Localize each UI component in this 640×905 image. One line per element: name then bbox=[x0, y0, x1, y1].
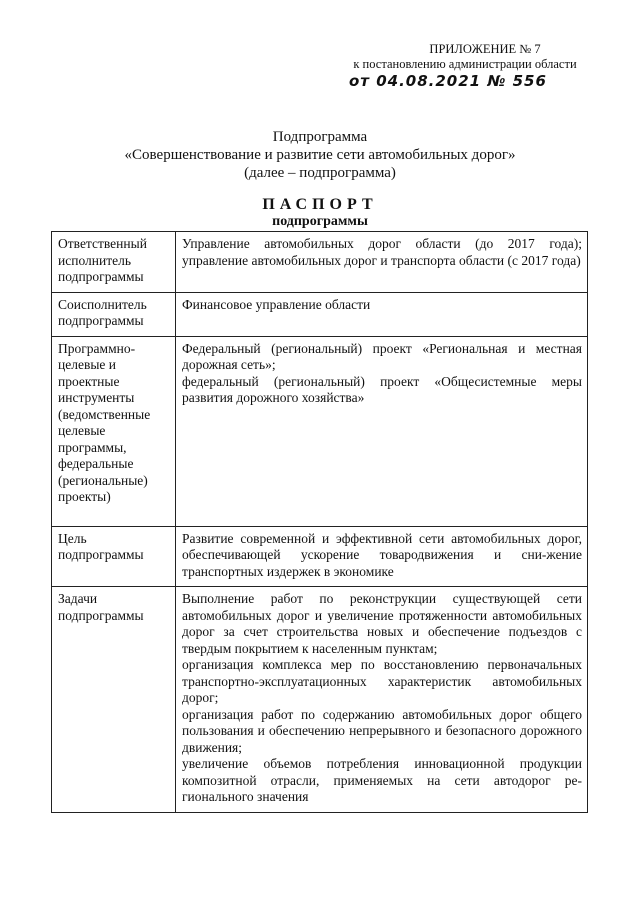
passport-table bbox=[51, 231, 588, 813]
row-value-line: Федеральный (региональный) проект «Региональная и местная дорожная сеть»; bbox=[182, 340, 582, 372]
row-label: Программно-целевые и проектные инструменты (ведомственные целевые программы, федеральные (региональные) проекты) bbox=[52, 336, 176, 526]
passport-subtitle: подпрограммы bbox=[272, 214, 368, 229]
heading-line-2: «Совершенствование и развитие сети автомобильных дорог» bbox=[124, 147, 516, 163]
row-label: Ответственный исполнитель подпрограммы bbox=[52, 232, 176, 293]
appendix-title: ПРИЛОЖЕНИЕ № 7 bbox=[429, 42, 541, 56]
heading-line-3: (далее – подпрограмма) bbox=[244, 165, 396, 181]
appendix-block bbox=[345, 42, 585, 89]
handwritten-date-number: от 04.08.2021 № 556 bbox=[349, 72, 547, 90]
row-value-line: организация работ по содержанию автомобильных дорог общего пользования и обеспечению непрерывного и безопасного дорожного движения; bbox=[182, 706, 582, 755]
row-label: Задачи подпрограммы bbox=[52, 587, 176, 813]
subprogram-heading bbox=[0, 128, 640, 182]
row-value-line: организация комплекса мер по восстановлению первоначальных транспортно-эксплуатационных характеристик автомобильных дорог; bbox=[182, 657, 582, 705]
row-label: Цель подпрограммы bbox=[52, 526, 176, 587]
table-row bbox=[52, 526, 588, 587]
row-value-line: Развитие современной и эффективной сети автомобильных дорог, обеспечивающей ускорение товародвижения и сни-жение транспортных издержек в экономике bbox=[182, 530, 582, 579]
row-value bbox=[176, 232, 588, 293]
row-value bbox=[176, 587, 588, 813]
row-value bbox=[176, 292, 588, 336]
row-value-line: увеличение объемов потребления инновационной продукции композитной отрасли, применяемых на сети автодорог ре-гионального значения bbox=[182, 756, 582, 804]
row-value-line: Финансовое управление области bbox=[182, 296, 371, 312]
heading-line-1: Подпрограмма bbox=[272, 129, 368, 145]
table-row bbox=[52, 336, 588, 526]
row-value-line: федеральный (региональный) проект «Общесистемные меры развития дорожного хозяйства» bbox=[182, 373, 582, 405]
table-row bbox=[52, 587, 588, 813]
row-label: Соисполнитель подпрограммы bbox=[52, 292, 176, 336]
row-value bbox=[176, 526, 588, 587]
row-value-line: Выполнение работ по реконструкции существующей сети автомобильных дорог и увеличение протяженности автомобильных дорог за счет строительства новых и обеспечение подъездов с твердым покрытием к населенным пунктам; bbox=[182, 591, 582, 656]
row-value-line: Управление автомобильных дорог области (до 2017 года); управление автомобильных дорог и транспорта области (с 2017 года) bbox=[182, 236, 582, 268]
passport-title: ПАСПОРТ bbox=[262, 196, 378, 213]
table-row bbox=[52, 232, 588, 293]
row-value bbox=[176, 336, 588, 526]
appendix-subtitle: к постановлению администрации области bbox=[353, 57, 577, 71]
table-row bbox=[52, 292, 588, 336]
